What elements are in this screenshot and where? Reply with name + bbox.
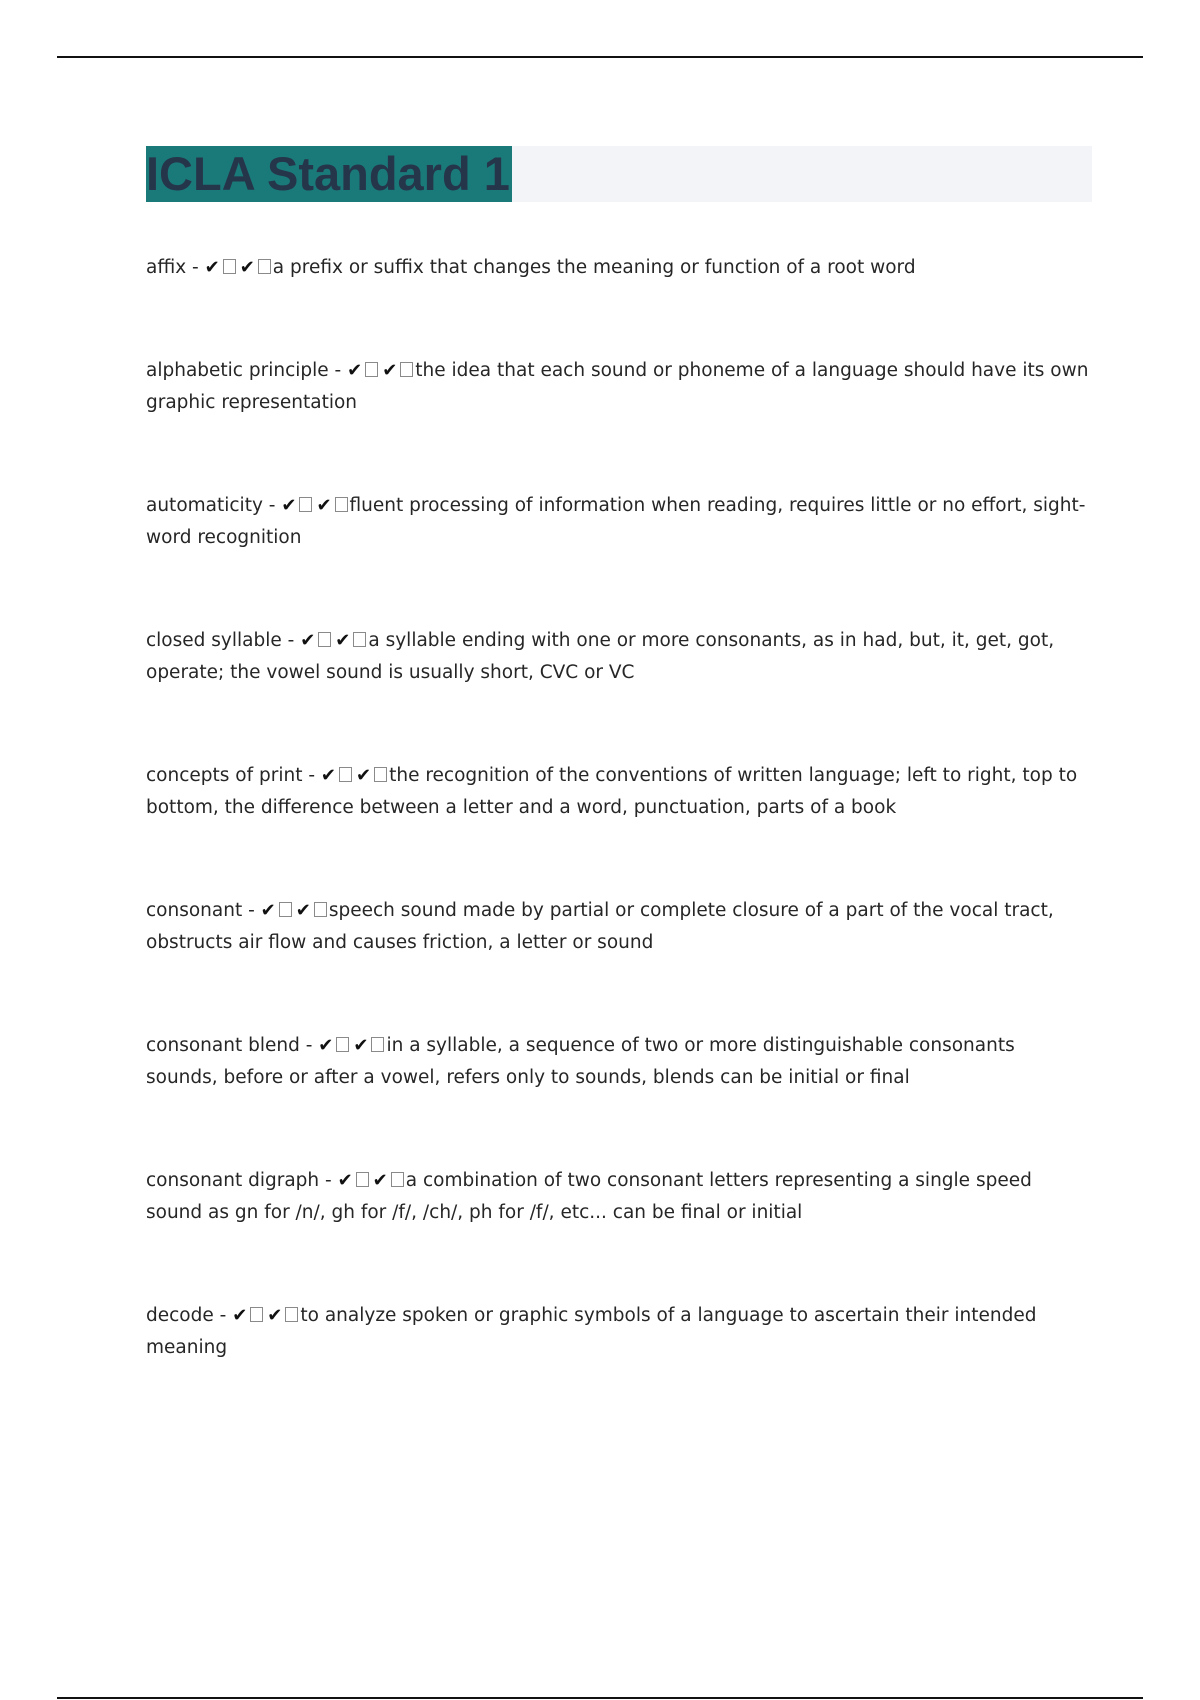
box-icon xyxy=(223,259,236,274)
check-icon: ✔ xyxy=(356,765,372,786)
entry-term: closed syllable xyxy=(146,630,282,651)
entry-separator: - xyxy=(281,630,301,651)
entry-term: affix xyxy=(146,257,187,278)
check-icon: ✔ xyxy=(320,765,336,786)
box-icon xyxy=(400,362,413,377)
entry-term: consonant blend xyxy=(146,1035,300,1056)
check-icon: ✔ xyxy=(337,1170,353,1191)
entry-definition: a syllable ending with one or more consonants, as in had, but, it, get, got, operate; the vowel sound is usually short, CVC or VC xyxy=(146,630,1055,683)
check-icon: ✔ xyxy=(347,360,363,381)
glossary-entry xyxy=(146,895,1092,959)
header-rule xyxy=(57,56,1143,58)
page-title: ICLA Standard 1 xyxy=(146,147,510,200)
check-marks xyxy=(300,630,368,651)
glossary-entry xyxy=(146,625,1092,689)
box-icon xyxy=(314,902,327,917)
title-band xyxy=(146,146,1092,202)
box-icon xyxy=(299,497,312,512)
check-icon: ✔ xyxy=(267,1305,283,1326)
check-marks xyxy=(205,257,273,278)
glossary-entry xyxy=(146,355,1092,419)
check-icon: ✔ xyxy=(316,495,332,516)
check-icon: ✔ xyxy=(382,360,398,381)
check-marks xyxy=(338,1170,406,1191)
box-icon xyxy=(391,1172,404,1187)
check-icon: ✔ xyxy=(295,900,311,921)
entry-term: alphabetic principle xyxy=(146,360,329,381)
title-highlight xyxy=(146,146,512,202)
entry-definition: a prefix or suffix that changes the meaning or function of a root word xyxy=(272,257,916,278)
check-icon: ✔ xyxy=(281,495,297,516)
check-marks xyxy=(261,900,329,921)
entry-separator: - xyxy=(328,360,348,381)
entry-separator: - xyxy=(302,765,321,786)
check-icon: ✔ xyxy=(372,1170,388,1191)
entry-separator: - xyxy=(319,1170,338,1191)
check-icon: ✔ xyxy=(353,1035,369,1056)
check-icon: ✔ xyxy=(260,900,276,921)
box-icon xyxy=(258,259,271,274)
glossary-entry xyxy=(146,490,1092,554)
glossary-list xyxy=(146,252,1092,1435)
box-icon xyxy=(250,1307,263,1322)
check-marks xyxy=(281,495,349,516)
box-icon xyxy=(318,632,331,647)
check-marks xyxy=(347,360,415,381)
entry-separator: - xyxy=(242,900,261,921)
check-marks xyxy=(232,1305,300,1326)
entry-term: automaticity xyxy=(146,495,263,516)
entry-term: decode xyxy=(146,1305,214,1326)
entry-definition: the recognition of the conventions of written language; left to right, top to bottom, the difference between a letter and a word, punctuation, parts of a book xyxy=(146,765,1078,818)
check-icon: ✔ xyxy=(300,630,316,651)
check-icon: ✔ xyxy=(335,630,351,651)
entry-term: consonant digraph xyxy=(146,1170,320,1191)
box-icon xyxy=(335,497,348,512)
entry-term: consonant xyxy=(146,900,243,921)
box-icon xyxy=(356,1172,369,1187)
check-icon: ✔ xyxy=(204,257,220,278)
entry-separator: - xyxy=(262,495,282,516)
glossary-entry xyxy=(146,1300,1092,1364)
check-marks xyxy=(318,1035,386,1056)
box-icon xyxy=(339,767,352,782)
glossary-entry xyxy=(146,252,1092,284)
entry-separator: - xyxy=(213,1305,233,1326)
box-icon xyxy=(285,1307,298,1322)
entry-definition: the idea that each sound or phoneme of a language should have its own graphic representation xyxy=(146,360,1089,413)
check-icon: ✔ xyxy=(232,1305,248,1326)
entry-definition: speech sound made by partial or complete closure of a part of the vocal tract, obstructs air flow and causes friction, a letter or sound xyxy=(146,900,1054,953)
entry-separator: - xyxy=(299,1035,319,1056)
check-icon: ✔ xyxy=(318,1035,334,1056)
footer-rule xyxy=(57,1697,1143,1699)
entry-separator: - xyxy=(186,257,205,278)
glossary-entry xyxy=(146,760,1092,824)
box-icon xyxy=(353,632,366,647)
check-marks xyxy=(321,765,389,786)
box-icon xyxy=(371,1037,384,1052)
entry-definition: a combination of two consonant letters representing a single speed sound as gn for /n/, gh for /f/, /ch/, ph for /f/, etc... can be final or initial xyxy=(146,1170,1032,1223)
box-icon xyxy=(374,767,387,782)
entry-definition: in a syllable, a sequence of two or more distinguishable consonants sounds, before or after a vowel, refers only to sounds, blends can be initial or final xyxy=(146,1035,1015,1088)
box-icon xyxy=(279,902,292,917)
entry-term: concepts of print xyxy=(146,765,303,786)
glossary-entry xyxy=(146,1030,1092,1094)
entry-definition: to analyze spoken or graphic symbols of a language to ascertain their intended meaning xyxy=(146,1305,1037,1358)
glossary-entry xyxy=(146,1165,1092,1229)
entry-definition: fluent processing of information when reading, requires little or no effort, sight-word recognition xyxy=(146,495,1086,548)
box-icon xyxy=(336,1037,349,1052)
check-icon: ✔ xyxy=(239,257,255,278)
box-icon xyxy=(365,362,378,377)
